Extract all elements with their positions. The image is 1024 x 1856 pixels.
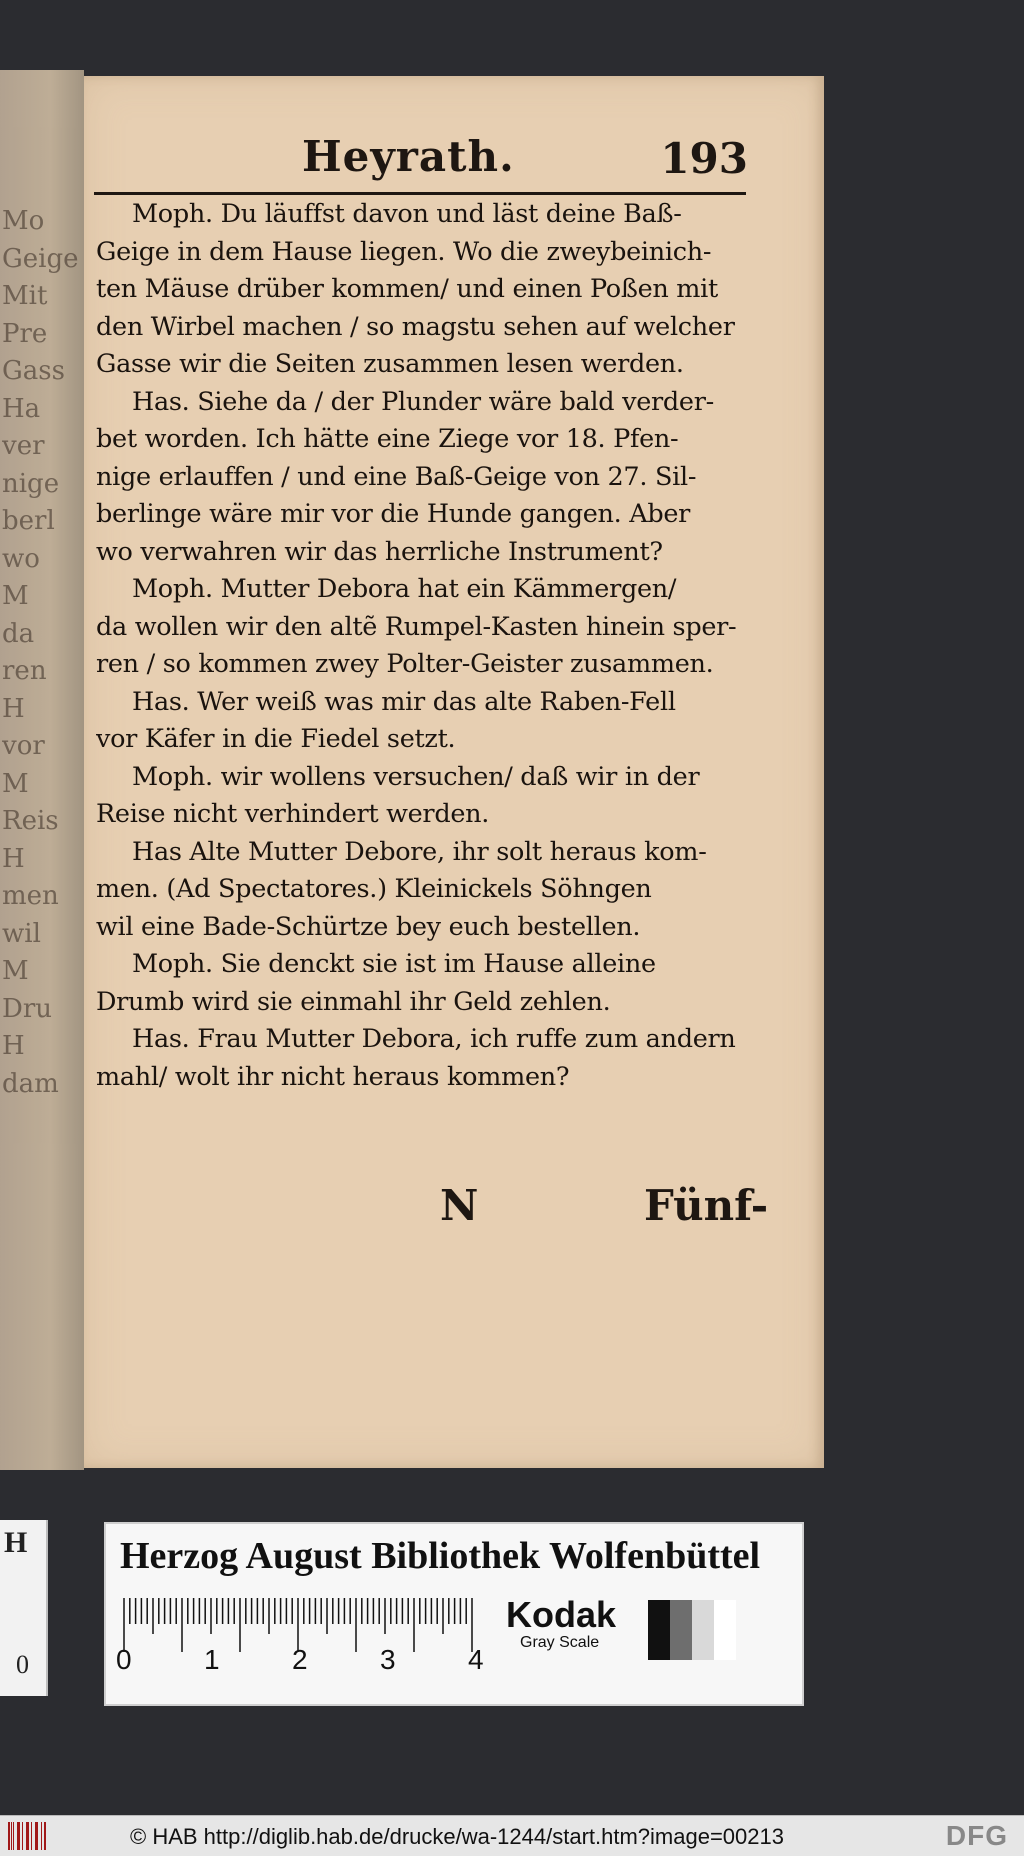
left-page-mark: wo: [2, 543, 40, 574]
library-name: Herzog August Bibliothek Wolfenbüttel: [120, 1535, 761, 1577]
text-line: Reise nicht verhindert werden.: [96, 799, 490, 829]
text-line: Moph. Sie denckt sie ist im Hause alleine: [132, 949, 656, 979]
text-line: Has. Siehe da / der Plunder wäre bald verder-: [132, 386, 714, 417]
signature-mark: N: [440, 1181, 479, 1230]
left-page-fragment: [0, 70, 84, 1470]
text-line: ren / so kommen zwey Polter-Geister zusammen.: [96, 649, 714, 679]
catchword: Fünf-: [644, 1181, 769, 1230]
book-page: [84, 76, 824, 1468]
left-page-mark: ver: [2, 431, 45, 461]
gray-patch: [714, 1600, 736, 1660]
dfg-logo: DFG: [945, 1820, 1008, 1851]
ruler-number: 1: [204, 1644, 220, 1675]
left-page-mark: dam: [2, 1068, 59, 1099]
text-line: bet worden. Ich hätte eine Ziege vor 18. Pfen-: [96, 424, 679, 454]
left-page-mark: M: [2, 956, 29, 986]
gray-patch: [670, 1600, 692, 1660]
left-page-mark: da: [2, 618, 35, 649]
text-line: wil eine Bade-Schürtze bey euch bestellen.: [96, 911, 641, 942]
text-line: Moph. Du läuffst davon und läst deine Baß-: [132, 199, 682, 229]
left-card-letter: H: [4, 1526, 28, 1559]
text-line: men. (Ad Spectatores.) Kleinickels Söhngen: [96, 874, 652, 904]
text-line: nige erlauffen / und eine Baß-Geige von 27. Sil-: [96, 461, 697, 492]
left-page-mark: berl: [2, 506, 55, 536]
left-page-mark: Pre: [2, 318, 48, 349]
copyright-link[interactable]: © HAB http://diglib.hab.de/drucke/wa-1244/start.htm?image=00213: [130, 1824, 784, 1849]
kodak-logo: Kodak: [506, 1594, 617, 1635]
left-page-mark: vor: [2, 731, 45, 761]
text-line: mahl/ wolt ihr nicht heraus kommen?: [96, 1061, 570, 1092]
left-page-mark: H: [2, 693, 25, 724]
text-line: ten Mäuse drüber kommen/ und einen Poßen mit: [96, 274, 718, 304]
left-page-mark: Gass: [2, 356, 65, 386]
ruler-number: 4: [468, 1644, 484, 1675]
left-page-mark: Ha: [2, 393, 41, 424]
left-page-mark: nige: [2, 468, 60, 499]
text-line: Moph. wir wollens versuchen/ daß wir in der: [132, 761, 700, 792]
text-line: Moph. Mutter Debora hat ein Kämmergen/: [132, 574, 677, 604]
header-rule: [94, 192, 746, 195]
left-page-mark: wil: [2, 918, 41, 949]
footer-bar: [0, 1815, 1024, 1856]
left-page-mark: H: [2, 1031, 25, 1061]
text-line: Has. Wer weiß was mir das alte Raben-Fell: [132, 686, 676, 717]
ruler-number: 3: [380, 1644, 396, 1675]
text-line: Has. Frau Mutter Debora, ich ruffe zum andern: [132, 1024, 736, 1054]
text-line: Drumb wird sie einmahl ihr Geld zehlen.: [96, 986, 611, 1017]
gray-patch: [692, 1600, 714, 1660]
text-line: den Wirbel machen / so magstu sehen auf welcher: [96, 311, 735, 342]
text-line: Geige in dem Hause liegen. Wo die zweybeinich-: [96, 236, 712, 267]
left-page-mark: Mo: [2, 206, 45, 236]
left-card-number: 0: [16, 1650, 29, 1679]
text-line: da wollen wir den altẽ Rumpel-Kasten hinein sper-: [96, 611, 737, 642]
kodak-subtitle: Gray Scale: [520, 1634, 600, 1651]
left-page-mark: Geige: [2, 243, 79, 274]
running-head: Heyrath.: [302, 132, 515, 181]
left-page-mark: M: [2, 581, 29, 611]
page-text: [96, 196, 756, 1096]
text-line: vor Käfer in die Fiedel setzt.: [96, 724, 456, 754]
ruler-number: 2: [292, 1644, 308, 1675]
left-page-mark: ren: [2, 656, 47, 686]
gray-scale-patches: [648, 1600, 736, 1660]
page-number: 193: [660, 134, 748, 183]
ruler-number: 0: [116, 1644, 132, 1675]
left-page-mark: men: [2, 881, 59, 911]
left-page-mark: Mit: [2, 281, 48, 311]
text-line: berlinge wäre mir vor die Hunde gangen. Aber: [96, 499, 691, 529]
left-page-mark: Dru: [2, 993, 53, 1024]
left-page-mark: H: [2, 843, 25, 874]
text-line: wo verwahren wir das herrliche Instrument?: [96, 536, 663, 567]
text-line: Gasse wir die Seiten zusammen lesen werden.: [96, 349, 684, 379]
left-page-mark: Reis: [2, 806, 59, 836]
left-target-edge: [0, 1520, 48, 1696]
left-page-mark: M: [2, 768, 29, 799]
page-header: [84, 132, 824, 192]
color-target-card: [104, 1522, 804, 1706]
text-line: Has Alte Mutter Debore, ihr solt heraus kom-: [132, 836, 707, 867]
gray-patch: [648, 1600, 670, 1660]
barcode-icon: [8, 1822, 48, 1850]
